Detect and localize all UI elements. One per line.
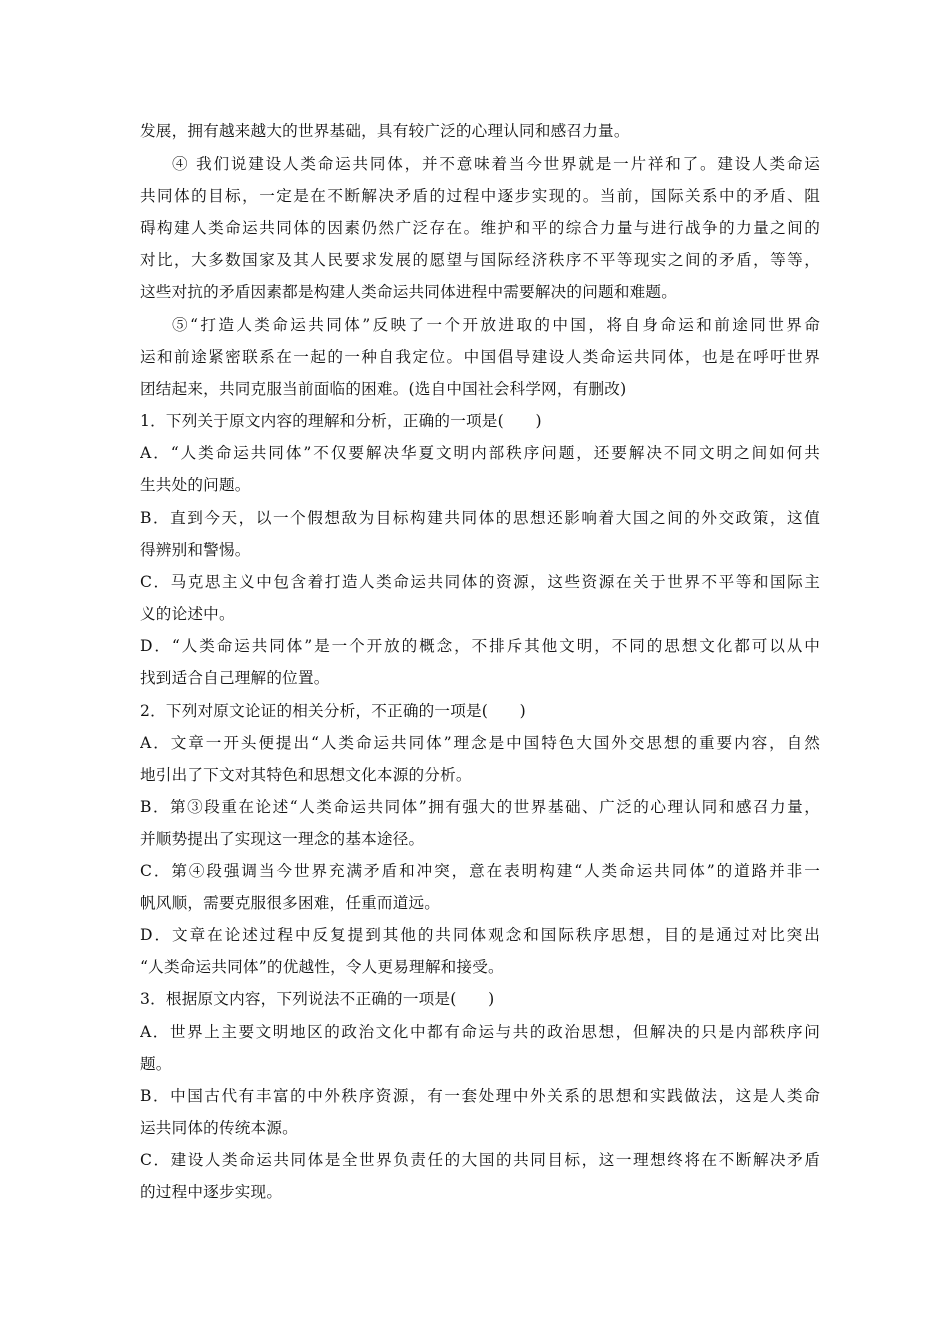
q2-option-b: B．第③段重在论述“人类命运共同体”拥有强大的世界基础、广泛的心理认同和感召力量， (140, 798, 820, 816)
q1-option-c-cont: 义的论述中。 (140, 605, 235, 623)
question-1-stem: 1．下列关于原文内容的理解和分析，正确的一项是( ) (140, 412, 542, 430)
passage-p4-line: 对比，大多数国家及其人民要求发展的愿望与国际经济秩序不平等现实之间的矛盾，等等， (140, 251, 820, 269)
passage-p4-line: 这些对抗的矛盾因素都是构建人类命运共同体进程中需要解决的问题和难题。 (140, 283, 677, 301)
q2-option-d-cont: “人类命运共同体”的优越性，令人更易理解和接受。 (140, 958, 504, 976)
q3-option-b: B．中国古代有丰富的中外秩序资源，有一套处理中外关系的思想和实践做法，这是人类命 (140, 1087, 820, 1105)
passage-p5-line: 团结起来，共同克服当前面临的困难。(选自中国社会科学网，有删改) (140, 380, 627, 398)
q3-option-c: C．建设人类命运共同体是全世界负责任的大国的共同目标，这一理想终将在不断解决矛盾 (140, 1151, 820, 1169)
q2-option-d: D．文章在论述过程中反复提到其他的共同体观念和国际秩序思想，目的是通过对比突出 (140, 926, 820, 944)
q1-option-c: C．马克思主义中包含着打造人类命运共同体的资源，这些资源在关于世界不平等和国际主 (140, 573, 820, 591)
q2-option-c: C．第④段强调当今世界充满矛盾和冲突，意在表明构建“人类命运共同体”的道路并非一 (140, 862, 820, 880)
passage-p4-line: 碍构建人类命运共同体的因素仍然广泛存在。维护和平的综合力量与进行战争的力量之间的 (140, 219, 820, 237)
q1-option-b: B．直到今天，以一个假想敌为目标构建共同体的思想还影响着大国之间的外交政策，这值 (140, 509, 820, 527)
q1-option-b-cont: 得辨别和警惕。 (140, 541, 251, 559)
passage-p5-line: 运和前途紧密联系在一起的一种自我定位。中国倡导建设人类命运共同体，也是在呼吁世界 (140, 348, 820, 366)
q2-option-a-cont: 地引出了下文对其特色和思想文化本源的分析。 (140, 766, 472, 784)
question-2-stem: 2．下列对原文论证的相关分析，不正确的一项是( ) (140, 702, 526, 720)
q2-option-c-cont: 帆风顺，需要克服很多困难，任重而道远。 (140, 894, 441, 912)
q3-option-a-cont: 题。 (140, 1055, 172, 1073)
passage-p3-line: 发展，拥有越来越大的世界基础，具有较广泛的心理认同和感召力量。 (140, 122, 630, 140)
q1-option-d-cont: 找到适合自己理解的位置。 (140, 669, 330, 687)
q3-option-a: A．世界上主要文明地区的政治文化中都有命运与共的政治思想，但解决的只是内部秩序问 (140, 1023, 820, 1041)
passage-p4-line: ④ 我们说建设人类命运共同体，并不意味着当今世界就是一片祥和了。建设人类命运 (172, 155, 820, 173)
passage-p5-line: ⑤“打造人类命运共同体”反映了一个开放进取的中国，将自身命运和前途同世界命 (172, 316, 820, 334)
q2-option-b-cont: 并顺势提出了实现这一理念的基本途径。 (140, 830, 425, 848)
q3-option-b-cont: 运共同体的传统本源。 (140, 1119, 298, 1137)
q1-option-a: A．“人类命运共同体”不仅要解决华夏文明内部秩序问题，还要解决不同文明之间如何共 (140, 444, 820, 462)
question-3-stem: 3．根据原文内容，下列说法不正确的一项是( ) (140, 990, 495, 1008)
q2-option-a: A．文章一开头便提出“人类命运共同体”理念是中国特色大国外交思想的重要内容，自然 (140, 734, 820, 752)
passage-p4-line: 共同体的目标，一定是在不断解决矛盾的过程中逐步实现的。当前，国际关系中的矛盾、阻 (140, 187, 820, 205)
q3-option-c-cont: 的过程中逐步实现。 (140, 1183, 283, 1201)
q1-option-d: D．“人类命运共同体”是一个开放的概念，不排斥其他文明，不同的思想文化都可以从中 (140, 637, 820, 655)
q1-option-a-cont: 生共处的问题。 (140, 476, 251, 494)
